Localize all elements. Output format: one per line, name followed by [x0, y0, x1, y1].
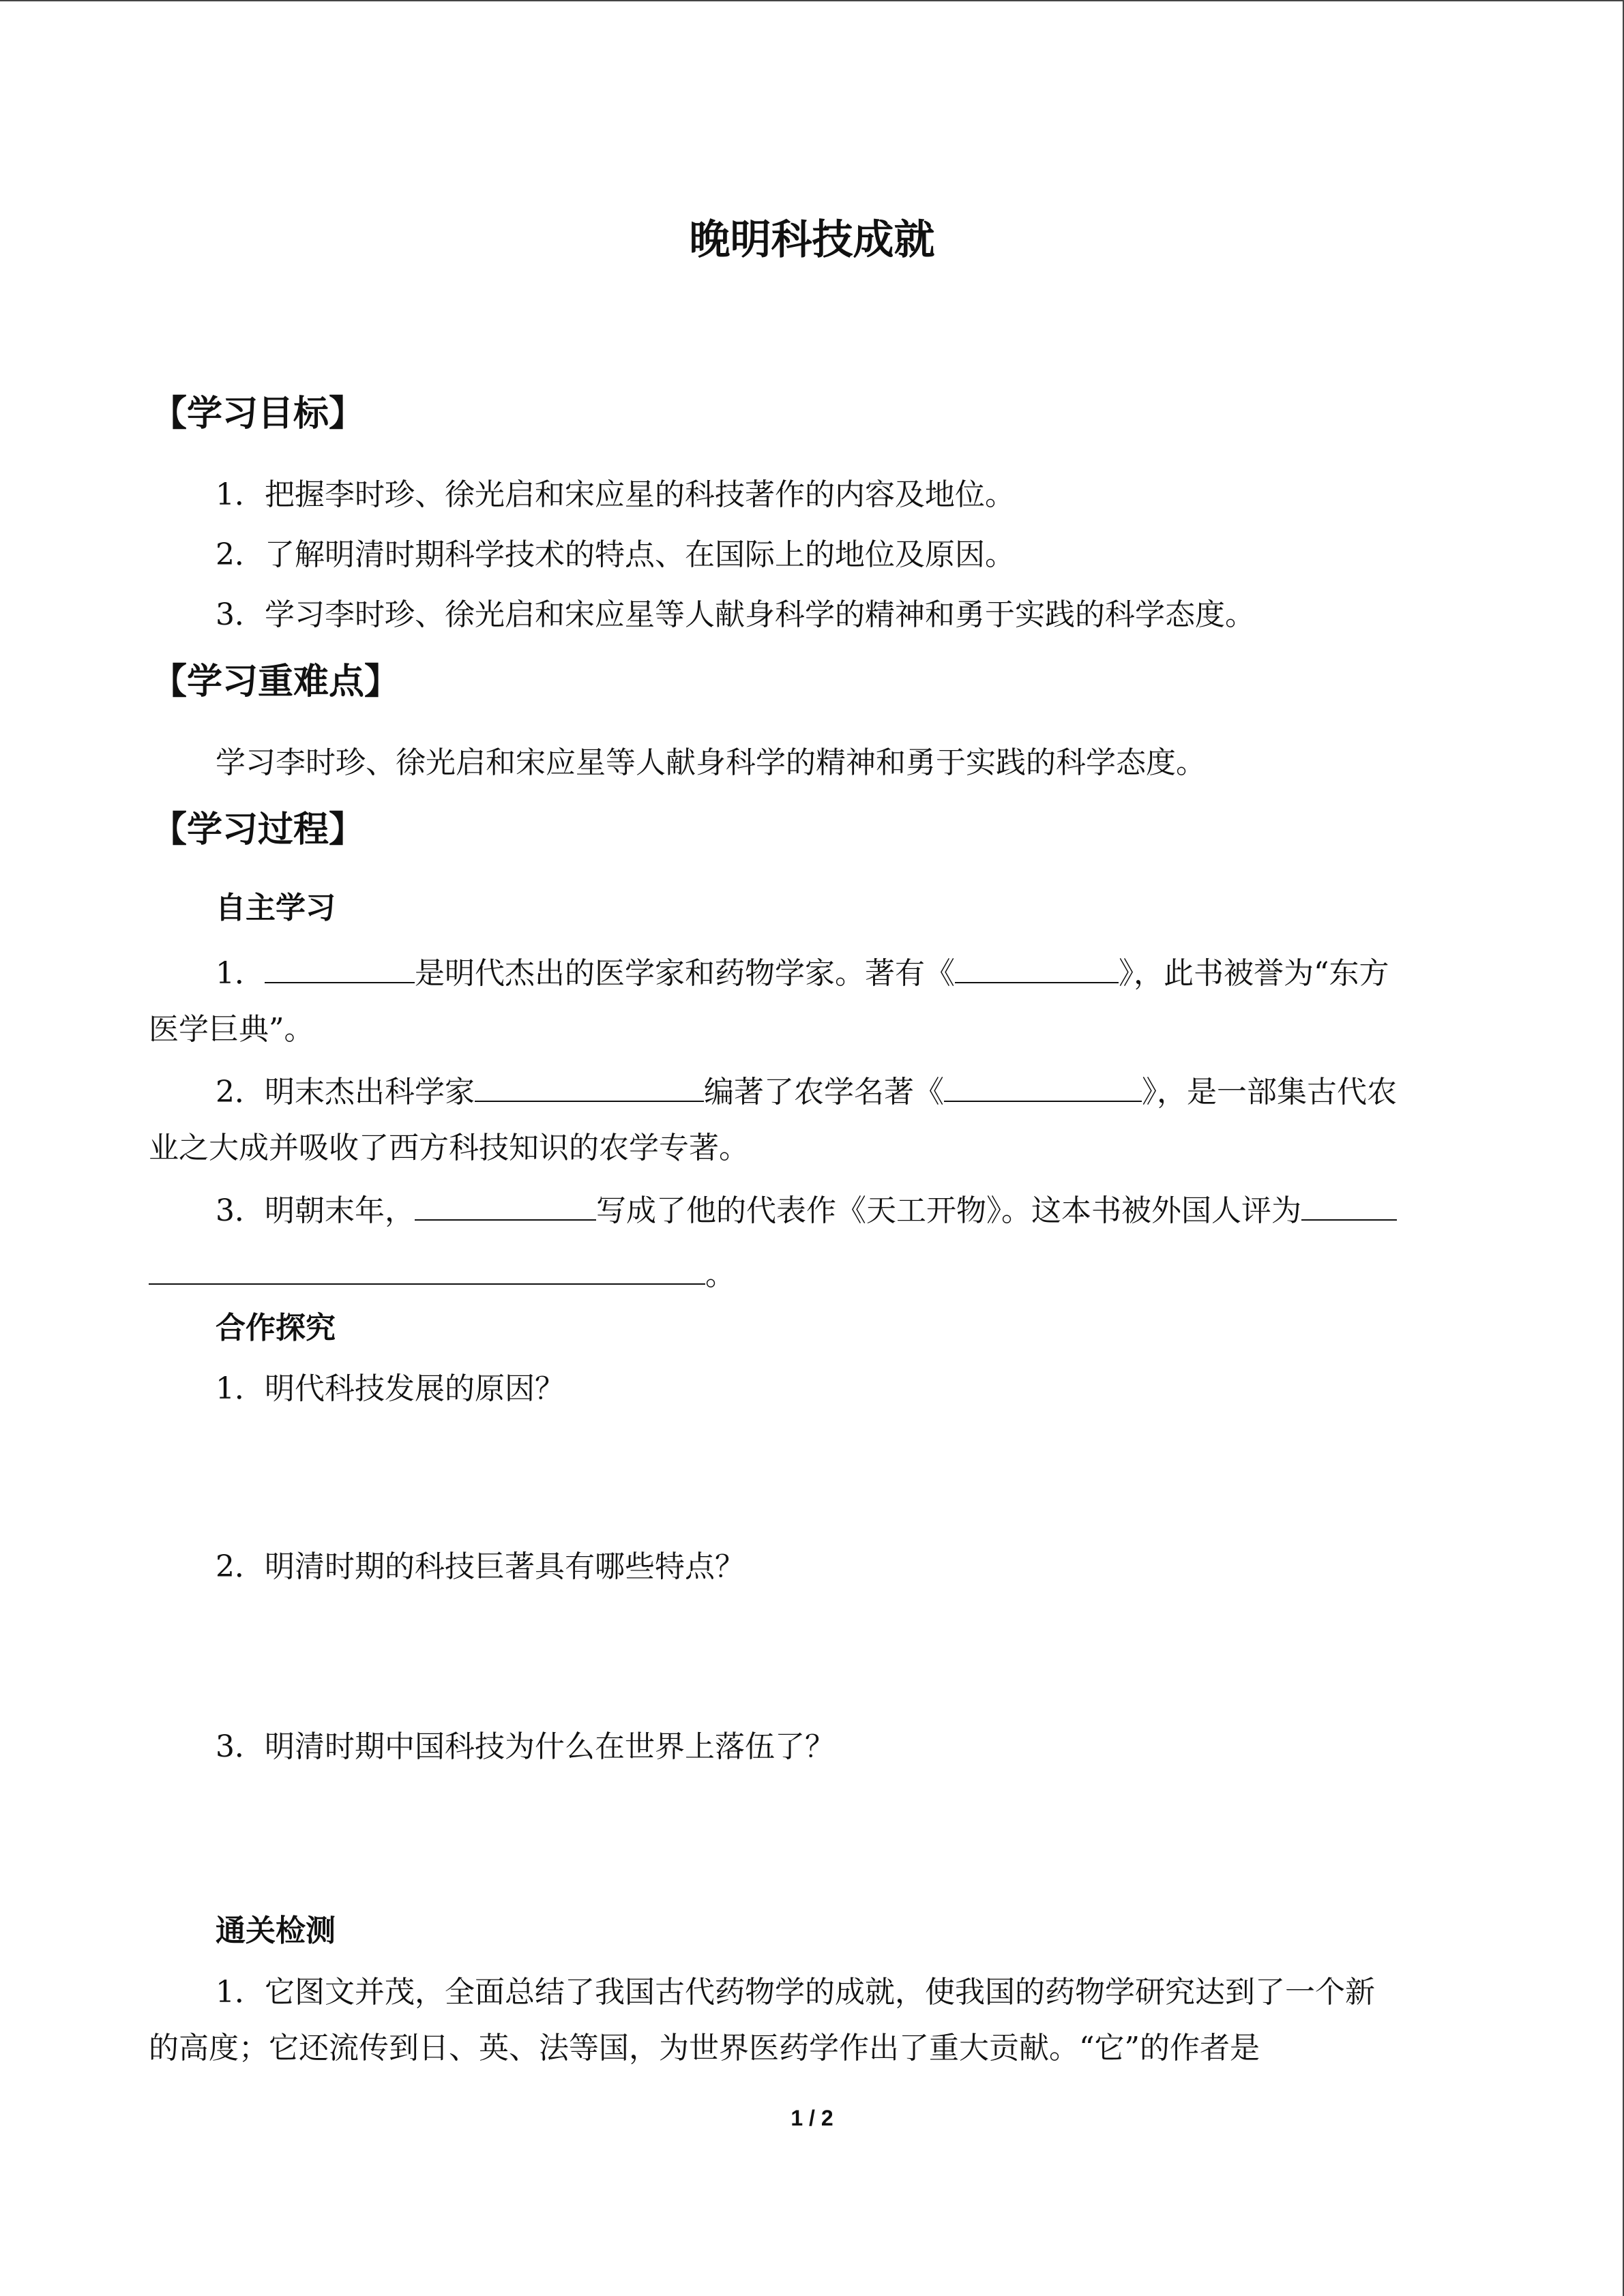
objective-item-3: 3．学习李时珍、徐光启和宋应星等人献身科学的精神和勇于实践的科学态度。 [216, 597, 1255, 632]
discussion-question-3: 3．明清时期中国科技为什么在世界上落伍了？ [216, 1729, 835, 1764]
fill-question-3 [216, 1189, 1477, 1232]
question-text: 3．明朝末年， [216, 1193, 415, 1228]
fill-question-3-continuation [149, 1253, 735, 1296]
objective-item-2: 2．了解明清时期科学技术的特点、在国际上的地位及原因。 [216, 537, 1015, 572]
discussion-question-2: 2．明清时期的科技巨著具有哪些特点？ [216, 1549, 745, 1584]
section-heading-objectives: 【学习目标】 [151, 393, 365, 434]
question-text: 》，此书被誉为“东方 [1119, 956, 1389, 991]
check-question-1-continuation: 的高度；它还流传到日、英、法等国，为世界医药学作出了重大贡献。“它”的作者是 [149, 2031, 1260, 2066]
section-heading-process: 【学习过程】 [151, 809, 365, 850]
fill-question-1 [216, 952, 1477, 994]
question-text: 2．明末杰出科学家 [216, 1075, 475, 1109]
section-heading-key-points: 【学习重难点】 [151, 661, 400, 702]
cooperation-heading: 合作探究 [216, 1311, 336, 1345]
fill-question-2 [216, 1071, 1477, 1113]
answer-blank[interactable] [149, 1253, 705, 1285]
question-number: 1． [216, 956, 265, 991]
check-heading: 通关检测 [216, 1913, 336, 1948]
fill-question-2-continuation: 业之大成并吸收了西方科技知识的农学专著。 [149, 1131, 749, 1165]
page-title: 晚明科技成就 [689, 216, 935, 264]
question-text: 是明代杰出的医学家和药物学家。著有《 [415, 956, 955, 991]
page-number: 1 / 2 [791, 2106, 833, 2130]
key-point-text: 学习李时珍、徐光启和宋应星等人献身科学的精神和勇于实践的科学态度。 [216, 745, 1206, 780]
objective-item-1: 1．把握李时珍、徐光启和宋应星的科技著作的内容及地位。 [216, 477, 1015, 512]
answer-blank[interactable] [1301, 1189, 1397, 1221]
answer-blank[interactable] [415, 1189, 596, 1221]
question-text: 。 [705, 1257, 735, 1292]
question-text: 》，是一部集古代农 [1142, 1075, 1397, 1109]
discussion-question-1: 1．明代科技发展的原因？ [216, 1371, 565, 1406]
check-question-1: 1．它图文并茂，全面总结了我国古代药物学的成就，使我国的药物学研究达到了一个新 [216, 1975, 1375, 2010]
question-text: 写成了他的代表作《天工开物》。这本书被外国人评为 [596, 1193, 1301, 1228]
answer-blank[interactable] [944, 1071, 1142, 1102]
fill-question-1-continuation: 医学巨典”。 [149, 1012, 314, 1047]
answer-blank[interactable] [265, 952, 415, 983]
answer-blank[interactable] [955, 952, 1119, 983]
question-text: 编著了农学名著《 [704, 1075, 944, 1109]
answer-blank[interactable] [475, 1071, 704, 1102]
self-study-heading: 自主学习 [216, 891, 336, 925]
